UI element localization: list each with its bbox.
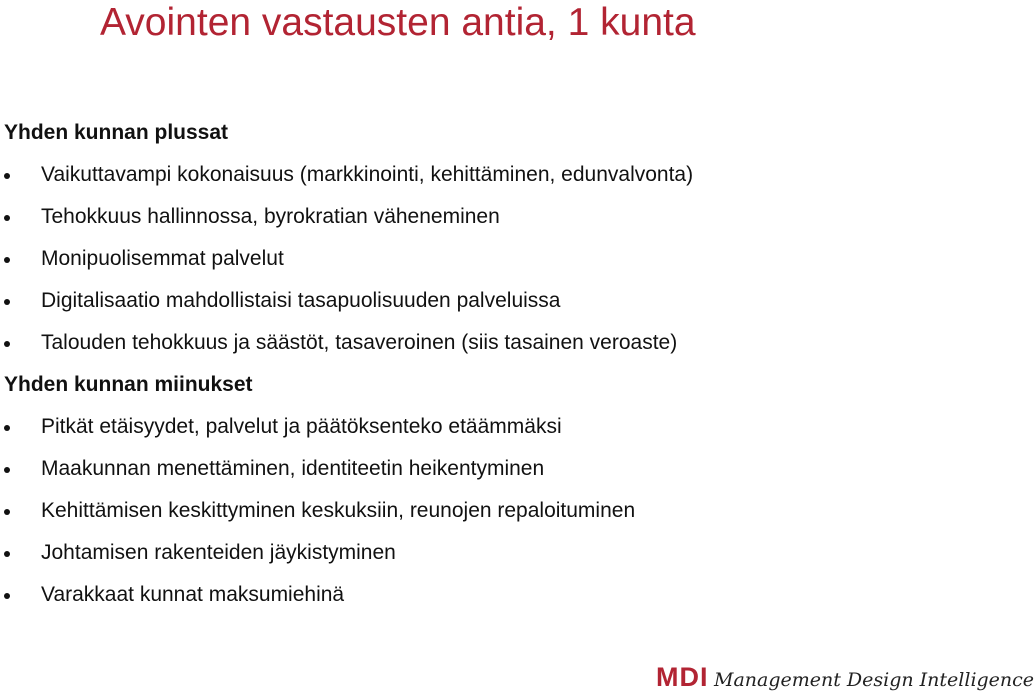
list-item-text: Digitalisaatio mahdollistaisi tasapuolisuuden palveluissa xyxy=(41,289,561,312)
bullet-icon xyxy=(4,299,10,305)
list-item-text: Varakkaat kunnat maksumiehinä xyxy=(41,583,345,606)
section-heading-plussat: Yhden kunnan plussat xyxy=(4,121,229,144)
list-item-text: Johtamisen rakenteiden jäykistyminen xyxy=(41,541,396,564)
bullet-icon xyxy=(4,173,10,179)
list-item-text: Vaikuttavampi kokonaisuus (markkinointi, kehittäminen, edunvalvonta) xyxy=(41,163,694,186)
list-item xyxy=(0,406,940,448)
list-item-text: Talouden tehokkuus ja säästöt, tasaveroinen (siis tasainen veroaste) xyxy=(41,331,678,354)
slide-title: Avointen vastausten antia, 1 kunta xyxy=(100,1,696,44)
logo-tagline: Management Design Intelligence xyxy=(714,669,1034,691)
list-item xyxy=(0,154,940,196)
list-item xyxy=(0,448,940,490)
bullet-icon xyxy=(4,257,10,263)
slide-content xyxy=(0,112,940,616)
bullet-icon xyxy=(4,215,10,221)
list-item xyxy=(0,532,940,574)
list-item xyxy=(0,196,940,238)
bullet-icon xyxy=(4,425,10,431)
list-item xyxy=(0,574,940,616)
bullet-icon xyxy=(4,467,10,473)
list-item-text: Kehittämisen keskittyminen keskuksiin, reunojen repaloituminen xyxy=(41,499,636,522)
list-item-text: Pitkät etäisyydet, palvelut ja päätöksenteko etäämmäksi xyxy=(41,415,562,438)
list-item xyxy=(0,322,940,364)
list-item xyxy=(0,238,940,280)
plussat-list xyxy=(0,154,940,364)
miinukset-list xyxy=(0,406,940,616)
logo-mark: MDI xyxy=(656,662,709,692)
section-heading-miinukset: Yhden kunnan miinukset xyxy=(4,373,253,396)
list-item xyxy=(0,280,940,322)
list-item-text: Monipuolisemmat palvelut xyxy=(41,247,284,270)
bullet-icon xyxy=(4,341,10,347)
bullet-icon xyxy=(4,593,10,599)
list-item-text: Maakunnan menettäminen, identiteetin heikentyminen xyxy=(41,457,545,480)
list-item xyxy=(0,490,940,532)
bullet-icon xyxy=(4,509,10,515)
mdi-logo xyxy=(656,660,1034,696)
bullet-icon xyxy=(4,551,10,557)
list-item-text: Tehokkuus hallinnossa, byrokratian väheneminen xyxy=(41,205,500,228)
